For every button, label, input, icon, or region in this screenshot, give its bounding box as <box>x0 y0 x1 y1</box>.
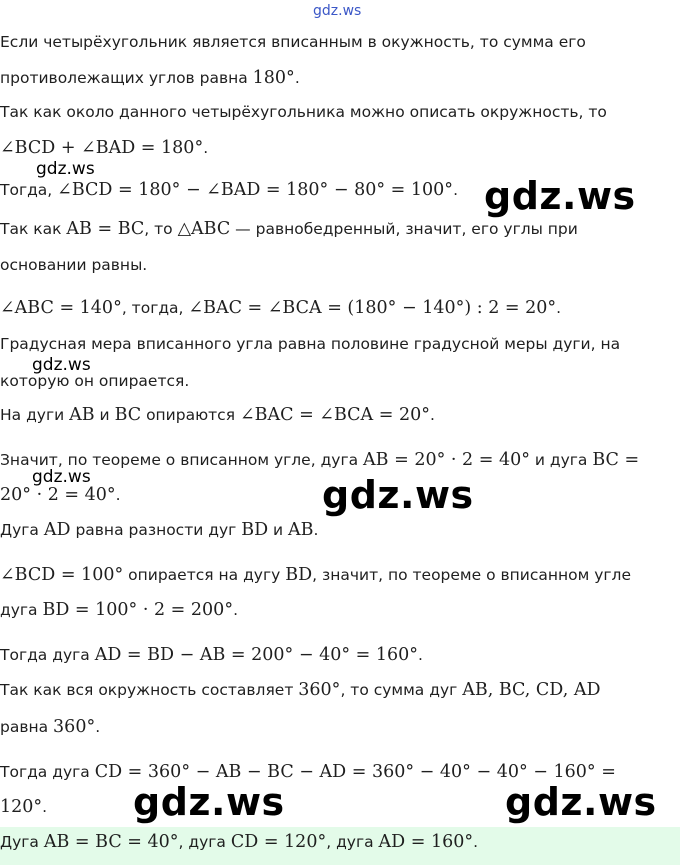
math-expression: ∠BCD = 100° <box>0 565 124 585</box>
line-text: , значит, по теореме о вписанном угле <box>312 566 631 584</box>
text-line <box>0 762 616 782</box>
line-text: Если четырёхугольник является вписанным в окужность, то сумма его <box>0 33 586 51</box>
line-text: Дуга <box>0 521 44 539</box>
math-expression: BC = <box>592 450 640 470</box>
line-text: опираются <box>141 406 240 424</box>
math-expression: BD <box>241 520 269 540</box>
math-expression: AD <box>43 520 71 540</box>
line-text: . <box>418 646 423 664</box>
text-line <box>0 372 189 390</box>
line-text: Градусная мера вписанного угла равна половине градусной меры дуги, на <box>0 335 621 353</box>
watermark: gdz.ws <box>32 467 91 487</box>
math-expression: 360° <box>53 717 96 737</box>
line-text: Тогда дуга <box>0 646 95 664</box>
math-expression: 20° · 2 = 40° <box>0 485 116 505</box>
line-text: . <box>453 181 458 199</box>
math-expression: AD = BD − AB = 200° − 40° = 160° <box>94 645 419 665</box>
math-expression: △ABC <box>177 219 231 239</box>
line-text: равна разности дуг <box>70 521 242 539</box>
text-line <box>0 103 607 121</box>
line-text: и дуга <box>529 451 593 469</box>
line-text: . <box>233 601 239 619</box>
math-expression: ∠BCD = 180° − ∠BAD = 180° − 80° = 100° <box>57 180 454 200</box>
line-text: основании равны. <box>0 256 148 274</box>
line-text: . <box>115 486 121 504</box>
watermark: gdz.ws <box>32 355 91 375</box>
math-expression: BD = 100° · 2 = 200° <box>42 600 234 620</box>
watermark: gdz.ws <box>505 780 657 824</box>
math-expression: ∠ABC = 140° <box>0 298 122 318</box>
text-line <box>0 565 631 585</box>
text-line <box>0 450 639 470</box>
line-text: дуга <box>0 601 43 619</box>
text-line <box>0 180 458 200</box>
line-text: . <box>429 406 435 424</box>
text-line <box>0 717 100 737</box>
text-line <box>0 520 318 540</box>
math-expression: CD = 360° − AB − BC − AD = 360° − 40° − 40° − 160° = <box>94 762 616 782</box>
text-line <box>0 405 435 425</box>
line-text: Так как вся окружность составляет <box>0 681 299 699</box>
line-text: . <box>556 299 562 317</box>
line-text: Значит, по теореме о вписанном угле, дуга <box>0 451 364 469</box>
math-expression: AB = BC <box>66 219 145 239</box>
math-expression: AB, BC, CD, AD <box>462 680 601 700</box>
math-expression: 360° <box>298 680 341 700</box>
text-line <box>0 68 300 88</box>
text-line <box>0 219 578 239</box>
line-text: . <box>473 833 479 851</box>
math-expression: AB <box>69 405 95 425</box>
math-expression: AD = 160° <box>378 832 474 852</box>
math-expression: ∠BAC = ∠BCA = 20° <box>239 405 430 425</box>
line-text: Так как <box>0 220 67 238</box>
math-expression: AB = BC = 40° <box>43 832 179 852</box>
text-line <box>0 138 208 158</box>
watermark: gdz.ws <box>484 174 636 218</box>
watermark: gdz.ws <box>322 473 474 517</box>
line-text: . <box>313 521 319 539</box>
text-line <box>0 645 423 665</box>
line-text: и <box>268 521 289 539</box>
line-text: и <box>94 406 115 424</box>
line-text: — равнобедренный, значит, его углы при <box>230 220 578 238</box>
line-text: Так как около данного четырёхугольника можно описать окружность, то <box>0 103 607 121</box>
text-line <box>0 600 238 620</box>
math-expression: ∠BAC = ∠BCA = (180° − 140°) : 2 = 20° <box>188 298 557 318</box>
math-expression: 180° <box>252 68 295 88</box>
line-text: Тогда, <box>0 181 58 199</box>
math-expression: AB <box>288 520 314 540</box>
text-line <box>0 485 121 505</box>
watermark: gdz.ws <box>133 780 285 824</box>
line-text: . <box>203 139 209 157</box>
line-text: равна <box>0 718 54 736</box>
line-text: противолежащих углов равна <box>0 69 253 87</box>
text-line <box>0 256 147 274</box>
line-text: . <box>95 718 101 736</box>
math-expression: ∠BCD + ∠BAD = 180° <box>0 138 204 158</box>
math-expression: BD <box>285 565 313 585</box>
line-text: опирается на дугу <box>123 566 286 584</box>
text-line <box>0 680 601 700</box>
line-text: На дуги <box>0 406 70 424</box>
watermark: gdz.ws <box>36 159 95 179</box>
math-expression: BC <box>114 405 142 425</box>
math-expression: 120° <box>0 797 43 817</box>
line-text: . <box>294 69 300 87</box>
line-text: Тогда дуга <box>0 763 95 781</box>
line-text: , тогда, <box>121 299 189 317</box>
text-line <box>0 298 561 318</box>
text-line <box>0 33 586 51</box>
watermark: gdz.ws <box>313 3 362 19</box>
line-text: Дуга <box>0 833 44 851</box>
math-expression: AB = 20° · 2 = 40° <box>363 450 530 470</box>
math-expression: CD = 120° <box>230 832 327 852</box>
line-text: , то <box>144 220 178 238</box>
line-text: . <box>42 798 48 816</box>
line-text: , то сумма дуг <box>340 681 463 699</box>
line-text: , дуга <box>326 833 379 851</box>
line-text: , дуга <box>178 833 231 851</box>
text-line <box>0 797 47 817</box>
text-line <box>0 832 478 852</box>
text-line <box>0 335 620 353</box>
line-text: которую он опирается. <box>0 372 190 390</box>
